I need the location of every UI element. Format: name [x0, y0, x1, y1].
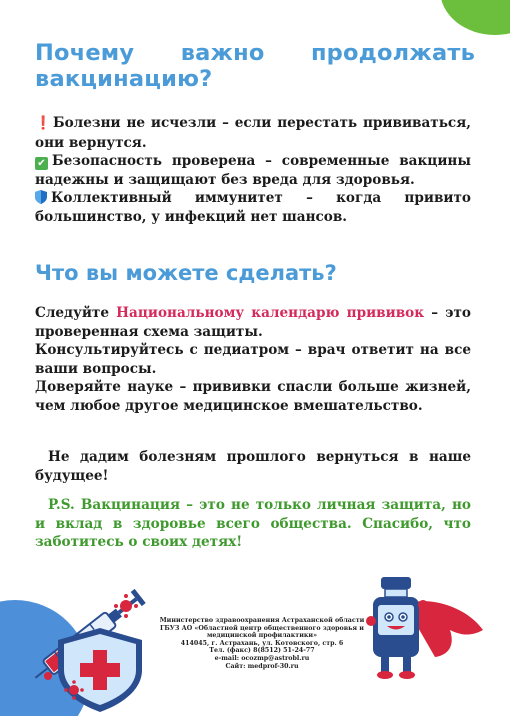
action-follow-calendar — [35, 304, 471, 341]
title-word: Почему — [35, 40, 135, 66]
exclamation-icon: ❗ — [35, 116, 52, 131]
slogan — [35, 448, 471, 485]
shield-icon — [35, 190, 47, 204]
page-title — [35, 40, 475, 92]
title-line-1 — [35, 40, 475, 66]
reason-text: Безопасность проверена – современные вакцины надежны и защищают без вреда для здоровья. — [35, 153, 471, 188]
postscript-text: P.S. Вакцинация – это не только личная защита, но и вклад в здоровье всего общества. Спасибо, что заботитесь о своих детях! — [35, 497, 471, 550]
footer-website[interactable]: Сайт: medprof-30.ru — [225, 662, 299, 670]
vaccination-calendar-link[interactable]: Национальному календарю прививок — [116, 305, 425, 321]
footer-contacts — [152, 617, 372, 670]
green-corner-decoration — [440, 0, 510, 35]
footer-phone: Тел. (факс) 8(8512) 51-24-77 — [209, 647, 315, 655]
action-consult: Консультируйтесь с педиатром – врач ответит на все ваши вопросы. — [35, 342, 471, 377]
action-trust: Доверяйте науке – прививки спасли больше жизней, чем любое другое медицинское вмешательство. — [35, 379, 471, 414]
title-line-2: вакцинацию? — [35, 66, 213, 92]
title-word: важно — [180, 40, 265, 66]
vaccine-bottle-icon — [373, 577, 419, 657]
postscript — [35, 496, 471, 552]
syringe-shield-illustration — [18, 578, 158, 716]
reason-item — [35, 189, 471, 226]
footer-address: 414045, г. Астрахань, ул. Котовского, стр. 6 — [180, 639, 344, 647]
footer-ministry: Министерство здравоохранения Астраханской области — [159, 617, 365, 624]
reasons-list — [35, 114, 471, 226]
footer-organization: ГБУЗ АО «Областной центр общественного здоровья и медицинской профилактики» — [160, 624, 364, 640]
reason-item — [35, 152, 471, 189]
vaccine-hero-illustration — [365, 575, 485, 700]
section-title: Что вы можете сделать? — [35, 261, 337, 285]
action-text: – это проверенная схема защиты. — [35, 305, 471, 340]
slogan-text: Не дадим болезням прошлого вернуться в наше будущее! — [35, 449, 471, 484]
action-text: Следуйте — [35, 305, 117, 321]
reason-text: Болезни не исчезли – если перестать прививаться, они вернутся. — [35, 115, 471, 151]
title-word: продолжать — [310, 40, 475, 66]
reason-item — [35, 114, 471, 152]
medical-shield-icon — [58, 628, 142, 712]
actions-list — [35, 304, 471, 415]
check-icon: ✔ — [35, 157, 48, 170]
reason-text: Коллективный иммунитет – когда привито большинство, у инфекций нет шансов. — [35, 190, 471, 225]
footer-email[interactable]: e-mail: ocozmp@astrobl.ru — [214, 654, 310, 662]
